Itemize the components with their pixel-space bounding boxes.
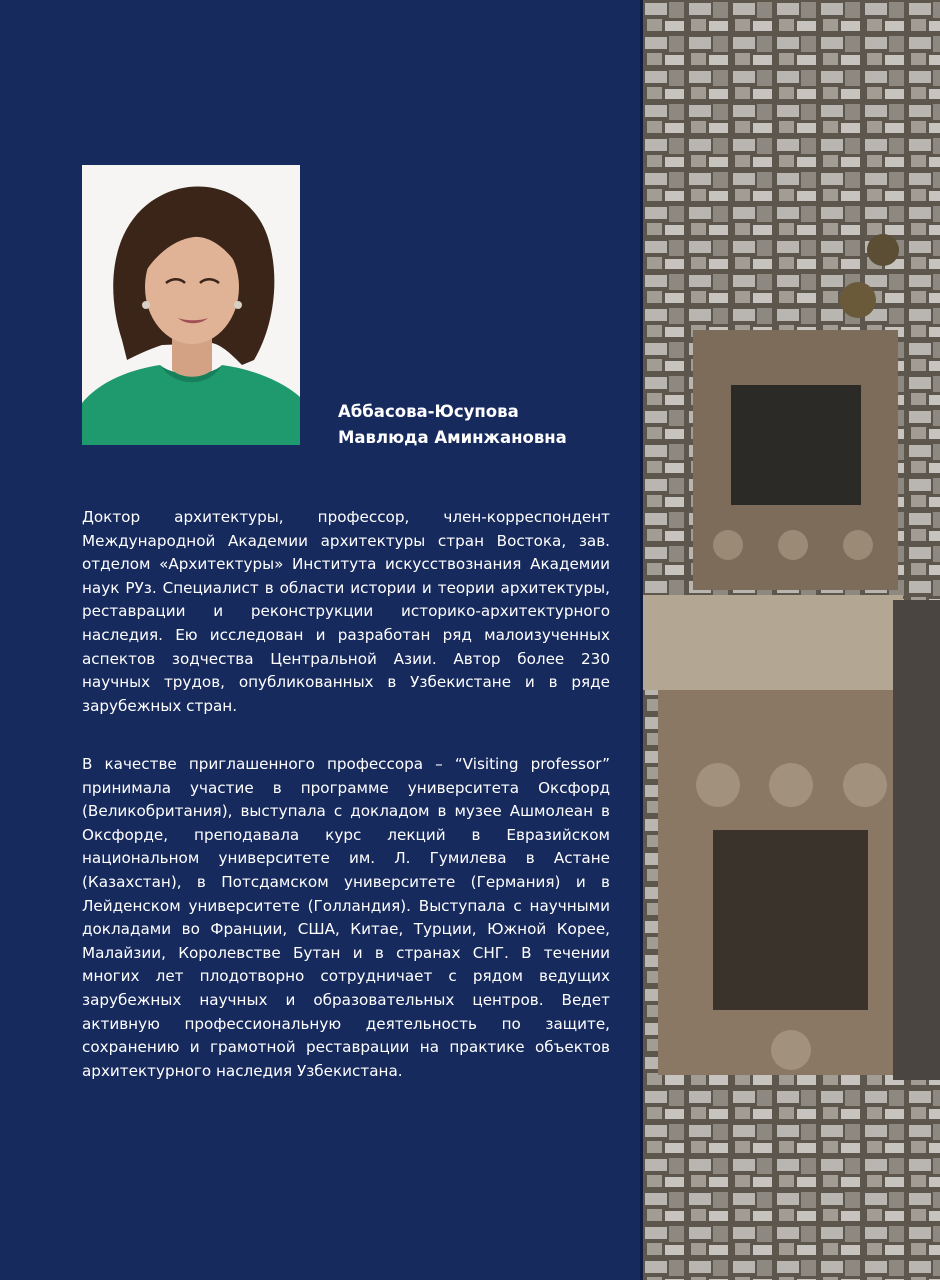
- aerial-city-image: [643, 0, 940, 1280]
- bio-paragraph-1: Доктор архитектуры, профессор, член-корреспондент Международной Академии архитектуры стран Востока, зав. отделом «Архитектуры» Института искусствознания Академии наук РУз. Специалист в области истории и теории архитектуры, реставрации и реконструкции историко-архитектурного наследия. Ею исследован и разработан ряд малоизученных аспектов зодчества Центральной Азии. Автор более 230 научных трудов, опубликованных в Узбекистане и в ряде зарубежных стран.: [82, 508, 610, 715]
- portrait-illustration: [82, 165, 300, 445]
- author-surname: Аббасова-Юсупова: [338, 402, 519, 421]
- bio-paragraph-2: В качестве приглашенного профессора – “Visiting professor” принимала участие в программе университета Оксфорд (Великобритания), выступала с докладом в музее Ашмолеан в Оксфорде, преподавала курс лекций в Евразийском национальном университете им. Л. Гумилева в Астане (Казахстан), в Потсдамском университете (Германия) и в Лейденском университете (Голландия). Выступала с научными докладами во Франции, США, Китае, Турции, Южной Корее, Малайзии, Королевстве Бутан и в странах СНГ. В течении многих лет плодотворно сотрудничает с рядом ведущих зарубежных научных и образовательных центров. Ведет активную профессиональную деятельность по защите, сохранению и грамотной реставрации на практике объектов архитектурного наследия Узбекистана.: [82, 755, 610, 1080]
- author-name: [338, 399, 567, 451]
- aerial-photo: [643, 0, 940, 1280]
- author-given-names: Мавлюда Аминжановна: [338, 428, 567, 447]
- author-portrait: [82, 165, 300, 445]
